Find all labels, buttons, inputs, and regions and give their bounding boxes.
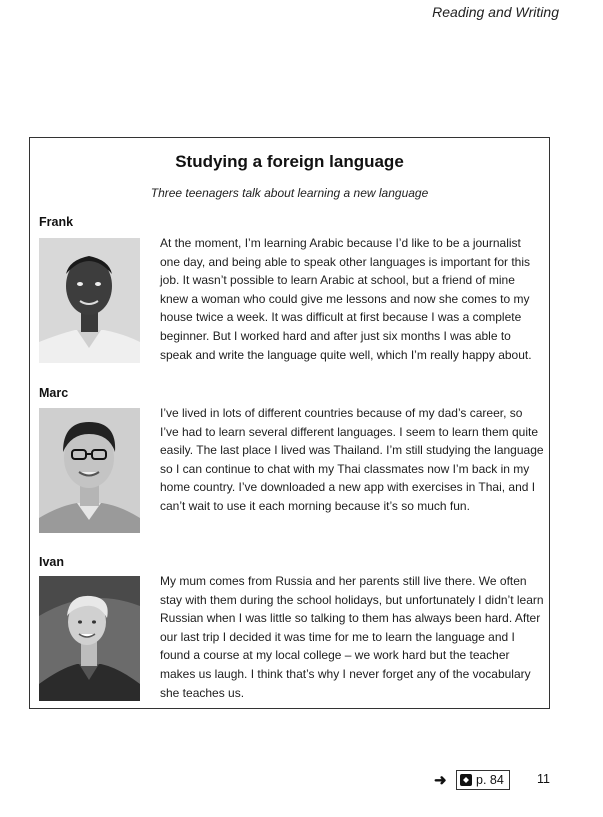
workbook-page-link[interactable] bbox=[456, 770, 510, 790]
arrow-right-icon: ➜ bbox=[434, 772, 447, 789]
article-subtitle: Three teenagers talk about learning a new language bbox=[150, 186, 429, 200]
student-name-marc: Marc bbox=[39, 386, 69, 400]
student-text-marc: I’ve lived in lots of different countries because of my dad’s career, so I’ve had to learn several different languages. I seem to learn them quite easily. The last place I lived was Thailand. I’m still studying the language so I can continue to chat with my Thai classmates now I’m back in my home country. I’ve downloaded a new app with exercises in Thai, and I can’t wait to use it each morning because it’s so much fun. bbox=[160, 406, 544, 513]
student-name-ivan: Ivan bbox=[39, 555, 65, 569]
page-ref-label: p. 84 bbox=[476, 773, 504, 787]
page-footer bbox=[0, 770, 603, 792]
section-header: Reading and Writing bbox=[432, 4, 559, 20]
article-box bbox=[29, 137, 550, 709]
student-name-frank: Frank bbox=[39, 215, 74, 229]
photo-marc bbox=[39, 408, 140, 533]
article-title: Studying a foreign language bbox=[175, 152, 404, 171]
page-number: 11 bbox=[537, 772, 550, 786]
workbook-icon bbox=[460, 774, 472, 786]
student-text-frank: At the moment, I’m learning Arabic because I’d like to be a journalist one day, and being able to speak other languages is important for this job. It wasn’t possible to learn Arabic at school, but a friend of mine knew a woman who could give me lessons and now she comes to my house twice a week. It was difficult at first because I was a complete beginner. But I worked hard and after just six months I was able to speak and write the language quite well, which I’m really happy about. bbox=[160, 236, 532, 362]
student-text-ivan: My mum comes from Russia and her parents still live there. We often stay with them during the school holidays, but unfortunately I didn’t learn Russian when I was little so talking to them has always been hard. After our last trip I decided it was time for me to learn the language and I found a course at my local college – we work hard but the teacher makes us laugh. I think that’s why I never forget any of the vocabulary she teaches us. bbox=[160, 574, 544, 700]
photo-ivan bbox=[39, 576, 140, 701]
photo-frank bbox=[39, 238, 140, 363]
